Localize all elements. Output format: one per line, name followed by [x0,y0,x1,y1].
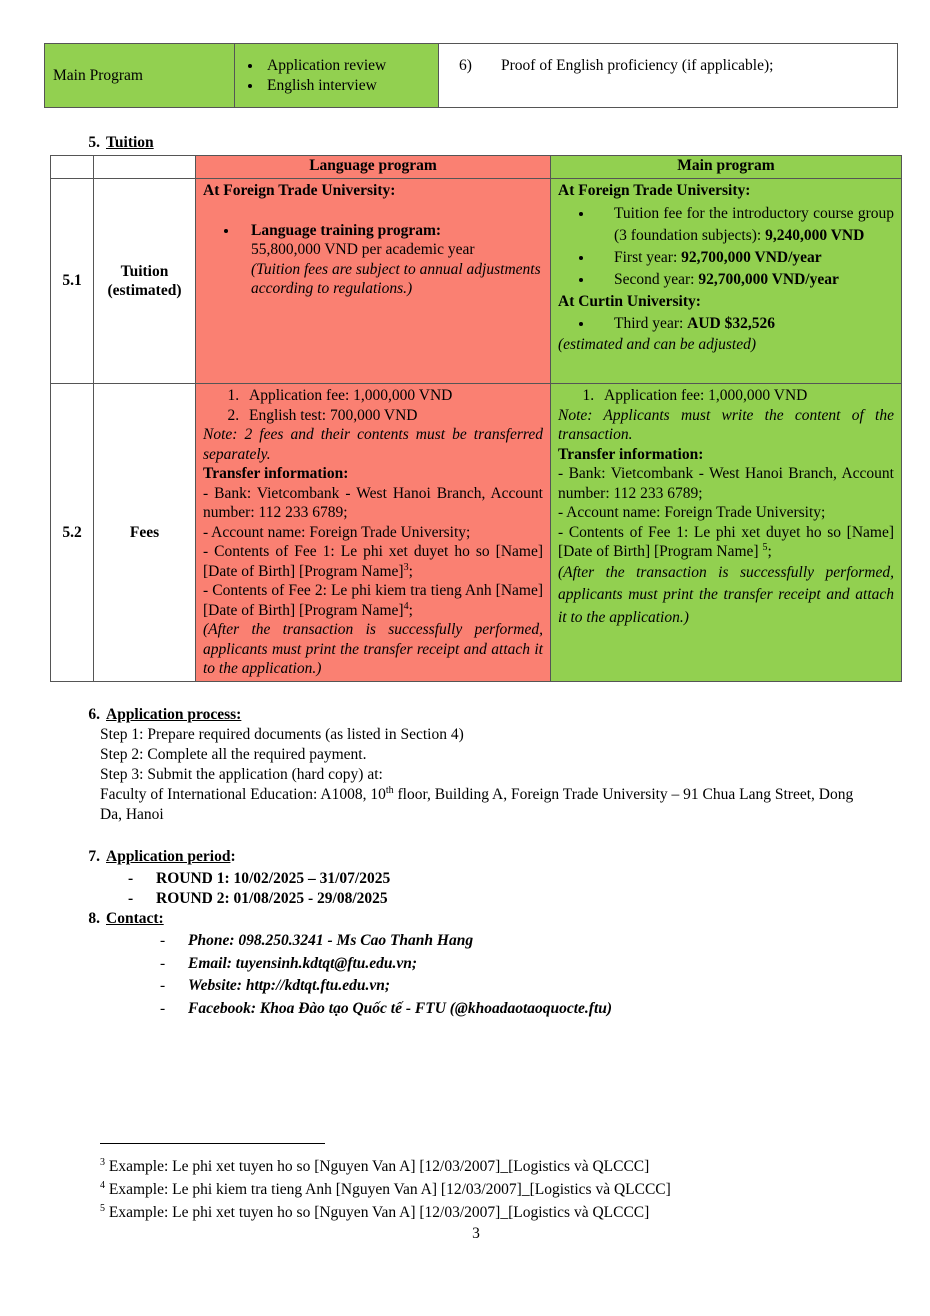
lang-university-heading: At Foreign Trade University: [203,182,396,199]
round-1-text: ROUND 1: 10/02/2025 – 31/07/2025 [156,870,391,887]
lang-fee1-text: - Contents of Fee 1: Le phi xet duyet ho so [Name] [Date of Birth] [Program Name] [203,543,543,580]
row-5-2-number: 5.2 [51,384,94,682]
main-fee1-text: - Contents of Fee 1: Le phi xet duyet ho so [Name] [Date of Birth] [Program Name] [558,523,894,560]
footnote-5-text: Example: Le phi xet tuyen ho so [Nguyen Van A] [12/03/2007]_[Logistics và QLCCC] [105,1204,650,1221]
email-text: Email: tuyensinh.kdtqt@ftu.edu.vn; [188,954,418,972]
lang-fee1-semicolon: ; [408,562,413,580]
section-5-number: 5. [88,134,100,151]
main-second-year-text: Second year: [614,270,699,288]
step-1: Step 1: Prepare required documents (as listed in Section 4) [100,726,464,743]
main-first-year-text: First year: [614,248,682,266]
step-2: Step 2: Complete all the required payment. [100,746,367,763]
main-fee-note: Note: Applicants must write the content of the transaction. [558,406,894,443]
item-number: 6) [459,57,472,74]
main-fee1-content [558,523,894,562]
footnote-separator [100,1143,325,1144]
footnote-ref-4: 4 [403,600,409,612]
section-7-heading [72,847,236,867]
tuition-table [50,155,902,682]
lang-fee2-content [203,581,543,620]
lang-training-fee: 55,800,000 VND per academic year [251,241,475,258]
section-8-heading [72,909,164,929]
page-number: 3 [472,1225,480,1242]
section-6-title: Application process: [106,706,242,723]
bullet-application-review: • Application review [263,56,434,76]
footnote-5 [100,1201,671,1224]
main-second-year-amount: 92,700,000 VND/year [698,270,839,288]
main-after-note: (After the transaction is successfully performed, applicants must print the transfer receipt and attach it to the application.) [558,563,894,626]
header-main-program: Main program [551,156,902,179]
fees-main-cell [551,384,902,682]
step-3: Step 3: Submit the application (hard copy) at: [100,766,383,783]
contact-website [160,975,612,998]
facebook-dash: - [160,999,166,1017]
main-intro-fee [594,201,894,247]
header-blank-2 [94,156,196,179]
section-8-title: Contact: [106,910,164,927]
facebook-text: Facebook: Khoa Đào tạo Quốc tế - FTU (@khoadaotaoquocte.ftu) [188,999,613,1017]
website-text: Website: http://kdtqt.ftu.edu.vn; [188,977,391,994]
footnotes [100,1155,671,1224]
phone-dash: - [160,932,166,949]
main-fee1-semicolon: ; [767,543,772,560]
fees-language-cell [196,384,551,682]
main-bank-info: - Bank: Vietcombank - West Hanoi Branch, Account number: 112 233 6789; [558,465,894,502]
footnote-4-mark: 4 [100,1179,105,1191]
main-intro-fee-text: Tuition fee for the introductory course group (3 foundation subjects): [614,204,894,244]
application-steps [100,725,870,825]
header-language-program: Language program [196,156,551,179]
lang-fee-english-test: 2. English test: 700,000 VND [243,406,543,426]
footnote-5-mark: 5 [100,1202,105,1214]
lang-fee-note: Note: 2 fees and their contents must be transferred separately. [203,426,543,463]
section-7-title: Application period [106,848,231,865]
lang-training-item [239,221,543,299]
section-6-heading [72,705,241,725]
footnote-ref-3: 3 [403,561,409,573]
lang-fee2-text: - Contents of Fee 2: Le phi kiem tra tieng Anh [Name] [Date of Birth] [Program Name] [203,582,543,619]
main-third-year-text: Third year: [614,314,688,332]
contact-email [160,953,612,976]
lang-transfer-heading: Transfer information: [203,465,349,482]
lang-fee1-content [203,542,543,581]
main-first-year-amount: 92,700,000 VND/year [681,248,822,266]
round-2 [128,889,390,909]
contact-phone [160,930,612,953]
bullet-english-interview: • English interview [263,76,434,96]
contact-list [160,930,612,1020]
main-intro-fee-amount: 9,240,000 VND [765,226,865,244]
main-university-heading: At Foreign Trade University: [558,182,751,199]
review-cell [235,44,439,108]
footnote-3-mark: 3 [100,1156,105,1168]
main-third-year [594,313,894,335]
footnote-3 [100,1155,671,1178]
header-blank-1 [51,156,94,179]
curtin-heading: At Curtin University: [558,292,701,310]
row-5-1-label: Tuition (estimated) [94,179,196,384]
lang-bank-info: - Bank: Vietcombank - West Hanoi Branch, Account number: 112 233 6789; [203,484,543,521]
footnote-4-text: Example: Le phi kiem tra tieng Anh [Nguyen Van A] [12/03/2007]_[Logistics và QLCCC] [105,1181,671,1198]
top-table [44,43,898,108]
row-5-1-number: 5.1 [51,179,94,384]
section-6-number: 6. [88,706,100,723]
section-7-number: 7. [88,848,100,865]
lang-fee2-semicolon: ; [408,601,413,619]
submission-address [100,785,870,825]
phone-text: Phone: 098.250.3241 - Ms Cao Thanh Hang [188,932,474,949]
round-1-dash: - [128,870,134,887]
item-text: Proof of English proficiency (if applicable); [501,57,774,74]
main-program-cell: Main Program [45,44,235,108]
lang-training-label: Language training program: [251,221,442,239]
footnote-4 [100,1178,671,1201]
proof-cell [439,44,898,108]
lang-training-note: (Tuition fees are subject to annual adjustments according to regulations.) [251,260,541,297]
round-2-dash: - [128,890,134,907]
main-transfer-heading: Transfer information: [558,445,704,463]
row-5-2-label: Fees [94,384,196,682]
lang-after-note: (After the transaction is successfully performed, applicants must print the transfer receipt and attach it to the application.) [203,621,543,677]
section-5-title: Tuition [106,134,154,151]
footnote-3-text: Example: Le phi xet tuyen ho so [Nguyen Van A] [12/03/2007]_[Logistics và QLCCC] [105,1158,650,1175]
main-third-year-amount: AUD $32,526 [687,314,776,332]
main-first-year [594,247,894,269]
tuition-language-cell [196,179,551,384]
tuition-main-cell [551,179,902,384]
website-dash: - [160,977,166,994]
address-part-2: floor, Building A, Foreign Trade University – 91 Chua Lang Street, Dong Da, Hanoi [100,786,854,823]
lang-fee-application: 1. Application fee: 1,000,000 VND [243,386,543,406]
main-estimate-note: (estimated and can be adjusted) [558,335,757,353]
section-7-colon: : [230,848,236,865]
section-8-number: 8. [88,910,100,927]
round-1 [128,869,390,889]
contact-facebook [160,998,612,1021]
main-account-name: - Account name: Foreign Trade University; [558,504,826,521]
round-2-text: ROUND 2: 01/08/2025 - 29/08/2025 [156,890,388,907]
main-second-year [594,269,894,291]
address-part-1: Faculty of International Education: A1008, 10 [100,786,386,803]
application-rounds [128,869,390,909]
footnote-ref-5: 5 [762,541,768,553]
main-fee-application: 1. Application fee: 1,000,000 VND [598,386,894,406]
address-sup: th [385,784,394,796]
email-dash: - [160,954,166,972]
section-5-heading [72,133,154,153]
lang-account-name: - Account name: Foreign Trade University; [203,523,471,541]
